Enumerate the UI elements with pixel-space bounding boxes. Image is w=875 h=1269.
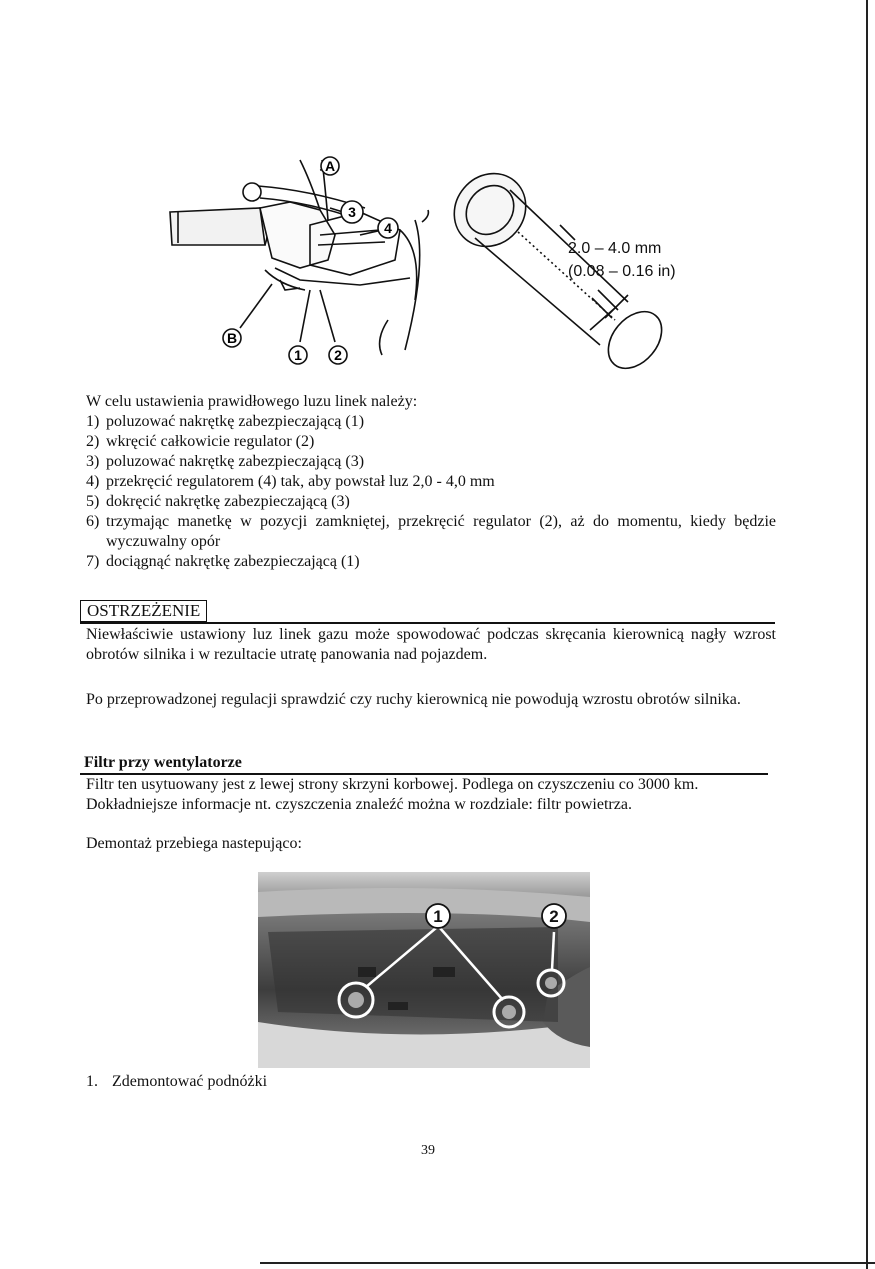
step-number: 7) xyxy=(86,553,100,570)
intro-text: W celu ustawienia prawidłowego luzu linek należy: xyxy=(86,393,418,410)
photo-label-2: 2 xyxy=(549,907,559,926)
step-text: Zdemontować podnóżki xyxy=(112,1073,268,1090)
label-4: 4 xyxy=(384,220,392,236)
filter-cover-photo xyxy=(258,872,590,1068)
page-edge-bottom xyxy=(260,1262,875,1264)
disassembly-intro: Demontaż przebiega nastepująco: xyxy=(86,835,302,852)
adjustment-steps xyxy=(86,412,776,572)
measure-mm: 2.0 – 4.0 mm xyxy=(568,240,662,257)
step-number: 1) xyxy=(86,413,100,430)
regulation-check-text: Po przeprowadzonej regulacji sprawdzić czy ruchy kierownicą nie powodują wzrostu obrotów silnika. xyxy=(86,691,741,708)
step-text: trzymając manetkę w pozycji zamkniętej, przekręcić regulator (2), aż do momentu, kiedy będzie wyczuwalny opór xyxy=(106,513,776,550)
step-number: 4) xyxy=(86,473,100,490)
list-item xyxy=(86,512,776,552)
step-text: wkręcić całkowicie regulator (2) xyxy=(106,433,315,450)
label-A: A xyxy=(324,158,336,174)
step-text: dociągnąć nakrętkę zabezpieczającą (1) xyxy=(106,553,360,570)
photo-label-1: 1 xyxy=(433,907,443,926)
disassembly-step xyxy=(86,1072,267,1092)
page-number: 39 xyxy=(421,1143,435,1158)
warning-text: Niewłaściwie ustawiony luz linek gazu może spowodować podczas skręcania kierownicą nagły wzrost obrotów silnika i w rezultacie utratę panowania nad pojazdem. xyxy=(86,626,776,663)
filter-line-1: Filtr ten usytuowany jest z lewej strony skrzyni korbowej. Podlega on czyszczeniu co 3000 km. xyxy=(86,776,699,793)
step-number: 3) xyxy=(86,453,100,470)
filter-line-2: Dokładniejsze informacje nt. czyszczenia znaleźć można w rozdziale: filtr powietrza. xyxy=(86,796,632,813)
step-number: 1. xyxy=(86,1073,98,1090)
filter-description xyxy=(86,775,776,815)
throttle-diagram xyxy=(160,150,720,385)
list-item xyxy=(86,412,776,432)
step-number: 6) xyxy=(86,513,100,530)
list-item xyxy=(86,452,776,472)
list-item xyxy=(86,432,776,452)
section-title: Filtr przy wentylatorze xyxy=(84,754,242,771)
step-text: poluzować nakrętkę zabezpieczającą (1) xyxy=(106,413,365,430)
label-B: B xyxy=(226,330,238,346)
label-3: 3 xyxy=(348,204,356,220)
step-number: 2) xyxy=(86,433,100,450)
warning-label: OSTRZEŻENIE xyxy=(80,600,207,622)
list-item xyxy=(86,492,776,512)
label-2: 2 xyxy=(334,347,342,363)
label-1: 1 xyxy=(294,347,302,363)
list-item xyxy=(86,472,776,492)
step-text: przekręcić regulatorem (4) tak, aby powstał luz 2,0 - 4,0 mm xyxy=(106,473,495,490)
measure-in: (0.08 – 0.16 in) xyxy=(568,263,676,280)
warning-rule xyxy=(80,622,775,624)
step-text: poluzować nakrętkę zabezpieczającą (3) xyxy=(106,453,365,470)
page-edge-right xyxy=(866,0,868,1269)
step-text: dokręcić nakrętkę zabezpieczającą (3) xyxy=(106,493,350,510)
list-item xyxy=(86,552,776,572)
step-number: 5) xyxy=(86,493,100,510)
